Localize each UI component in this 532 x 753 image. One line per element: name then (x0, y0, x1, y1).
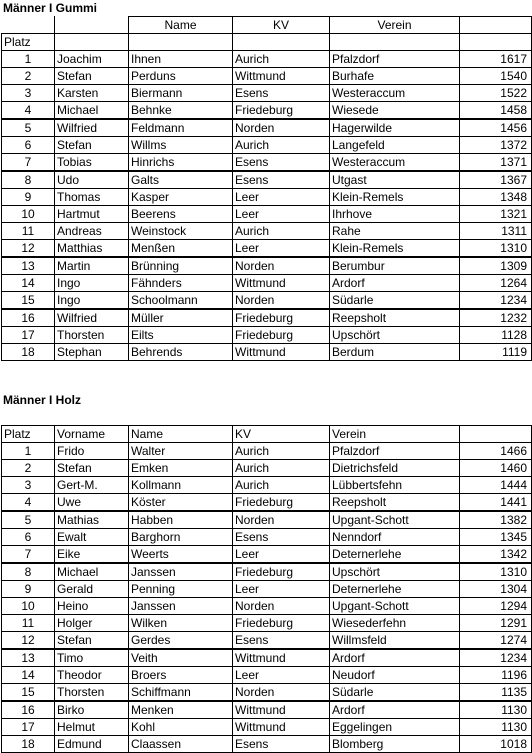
cell-platz: 13 (2, 257, 55, 275)
cell-score: 1441 (460, 494, 532, 512)
column-header-row (2, 426, 532, 443)
column-header-verein: Verein (330, 426, 460, 443)
header-blank-cell (460, 426, 532, 443)
cell-name: Brünning (129, 257, 233, 275)
cell-vorname: Thorsten (55, 327, 129, 344)
cell-vorname: Michael (55, 102, 129, 120)
cell-vorname: Wilfried (55, 119, 129, 137)
cell-name: Menßen (129, 240, 233, 258)
table-row (2, 119, 532, 137)
column-header-verein: Verein (330, 17, 460, 34)
cell-vorname: Wilfried (55, 309, 129, 327)
cell-name: Behrends (129, 344, 233, 361)
cell-verein: Westeraccum (330, 85, 460, 102)
cell-verein: Wiesede (330, 102, 460, 120)
cell-kv: Norden (233, 684, 330, 702)
cell-name: Müller (129, 309, 233, 327)
cell-verein: Dietrichsfeld (330, 460, 460, 477)
cell-kv: Wittmund (233, 719, 330, 736)
cell-verein: Südarle (330, 292, 460, 310)
header-blank-cell (460, 17, 532, 34)
cell-kv: Norden (233, 511, 330, 529)
column-header-name: Name (129, 17, 233, 34)
cell-kv: Esens (233, 736, 330, 753)
cell-kv: Norden (233, 119, 330, 137)
table-row (2, 327, 532, 344)
section-title-gummi: Männer I Gummi (3, 1, 98, 15)
cell-score: 1130 (460, 719, 532, 736)
cell-kv: Friedeburg (233, 102, 330, 120)
table-row (2, 581, 532, 598)
cell-score: 1372 (460, 137, 532, 154)
cell-vorname: Holger (55, 615, 129, 632)
header-blank-cell (2, 17, 55, 34)
cell-vorname: Frido (55, 443, 129, 460)
cell-name: Köster (129, 494, 233, 512)
table-row (2, 494, 532, 512)
cell-name: Kohl (129, 719, 233, 736)
cell-kv: Aurich (233, 443, 330, 460)
cell-score: 1130 (460, 701, 532, 719)
table-row (2, 275, 532, 292)
cell-name: Penning (129, 581, 233, 598)
cell-verein: Willmsfeld (330, 632, 460, 650)
cell-score: 1291 (460, 615, 532, 632)
cell-name: Claassen (129, 736, 233, 753)
table-body-gummi (2, 17, 532, 361)
cell-name: Perduns (129, 68, 233, 85)
table-row (2, 309, 532, 327)
table-row (2, 292, 532, 310)
cell-platz: 10 (2, 206, 55, 223)
cell-name: Veith (129, 649, 233, 667)
cell-platz: 5 (2, 119, 55, 137)
cell-vorname: Theodor (55, 667, 129, 684)
cell-name: Weerts (129, 546, 233, 564)
cell-vorname: Tobias (55, 154, 129, 172)
table-row (2, 477, 532, 494)
cell-verein: Upschört (330, 327, 460, 344)
cell-vorname: Udo (55, 171, 129, 189)
cell-verein: Langefeld (330, 137, 460, 154)
cell-platz: 14 (2, 667, 55, 684)
cell-name: Schoolmann (129, 292, 233, 310)
cell-vorname: Gerald (55, 581, 129, 598)
cell-platz: 7 (2, 154, 55, 172)
table-row (2, 206, 532, 223)
cell-vorname: Heino (55, 598, 129, 615)
table-row (2, 189, 532, 206)
cell-verein: Rahe (330, 223, 460, 240)
cell-kv: Leer (233, 240, 330, 258)
cell-vorname: Thomas (55, 189, 129, 206)
cell-platz: 15 (2, 684, 55, 702)
cell-score: 1345 (460, 529, 532, 546)
cell-verein: Utgast (330, 171, 460, 189)
cell-kv: Friedeburg (233, 615, 330, 632)
cell-platz: 3 (2, 85, 55, 102)
cell-vorname: Uwe (55, 494, 129, 512)
cell-vorname: Hartmut (55, 206, 129, 223)
cell-vorname: Eike (55, 546, 129, 564)
column-header-platz: Platz (2, 34, 55, 51)
table-row (2, 223, 532, 240)
cell-kv: Leer (233, 206, 330, 223)
table-row (2, 563, 532, 581)
cell-verein: Hagerwilde (330, 119, 460, 137)
cell-name: Weinstock (129, 223, 233, 240)
cell-vorname: Ewalt (55, 529, 129, 546)
cell-name: Hinrichs (129, 154, 233, 172)
cell-platz: 16 (2, 309, 55, 327)
cell-name: Emken (129, 460, 233, 477)
cell-score: 1466 (460, 443, 532, 460)
cell-name: Schiffmann (129, 684, 233, 702)
cell-score: 1321 (460, 206, 532, 223)
cell-verein: Ardorf (330, 701, 460, 719)
cell-vorname: Helmut (55, 719, 129, 736)
cell-verein: Berdum (330, 344, 460, 361)
cell-verein: Ardorf (330, 649, 460, 667)
cell-kv: Leer (233, 189, 330, 206)
cell-kv: Wittmund (233, 68, 330, 85)
header-blank-cell (330, 34, 460, 51)
table-row (2, 85, 532, 102)
cell-kv: Aurich (233, 223, 330, 240)
cell-platz: 9 (2, 189, 55, 206)
cell-name: Walter (129, 443, 233, 460)
cell-score: 1456 (460, 119, 532, 137)
cell-verein: Upgant-Schott (330, 511, 460, 529)
cell-platz: 12 (2, 240, 55, 258)
sub-header-row (2, 34, 532, 51)
cell-platz: 3 (2, 477, 55, 494)
cell-score: 1540 (460, 68, 532, 85)
cell-name: Wilken (129, 615, 233, 632)
cell-kv: Leer (233, 581, 330, 598)
cell-platz: 7 (2, 546, 55, 564)
cell-score: 1196 (460, 667, 532, 684)
results-table-gummi (1, 16, 532, 361)
cell-platz: 11 (2, 615, 55, 632)
cell-score: 1234 (460, 649, 532, 667)
cell-kv: Wittmund (233, 344, 330, 361)
column-header-row (2, 17, 532, 34)
cell-platz: 1 (2, 51, 55, 68)
cell-kv: Wittmund (233, 649, 330, 667)
cell-vorname: Ingo (55, 292, 129, 310)
cell-verein: Upgant-Schott (330, 598, 460, 615)
cell-vorname: Martin (55, 257, 129, 275)
cell-vorname: Ingo (55, 275, 129, 292)
cell-vorname: Thorsten (55, 684, 129, 702)
cell-platz: 12 (2, 632, 55, 650)
cell-verein: Blomberg (330, 736, 460, 753)
cell-verein: Reepsholt (330, 309, 460, 327)
cell-score: 1311 (460, 223, 532, 240)
cell-platz: 2 (2, 460, 55, 477)
header-blank-cell (55, 34, 129, 51)
cell-score: 1264 (460, 275, 532, 292)
table-row (2, 102, 532, 120)
table-row (2, 546, 532, 564)
table-row (2, 598, 532, 615)
results-table-holz (1, 425, 532, 753)
cell-score: 1274 (460, 632, 532, 650)
cell-name: Galts (129, 171, 233, 189)
cell-platz: 5 (2, 511, 55, 529)
cell-score: 1460 (460, 460, 532, 477)
cell-kv: Aurich (233, 460, 330, 477)
cell-kv: Aurich (233, 51, 330, 68)
cell-score: 1119 (460, 344, 532, 361)
cell-vorname: Stephan (55, 344, 129, 361)
cell-kv: Esens (233, 171, 330, 189)
cell-kv: Norden (233, 598, 330, 615)
cell-platz: 2 (2, 68, 55, 85)
cell-vorname: Michael (55, 563, 129, 581)
cell-kv: Norden (233, 257, 330, 275)
cell-name: Menken (129, 701, 233, 719)
cell-verein: Deternerlehe (330, 581, 460, 598)
cell-score: 1135 (460, 684, 532, 702)
cell-name: Janssen (129, 598, 233, 615)
cell-kv: Leer (233, 546, 330, 564)
cell-score: 1367 (460, 171, 532, 189)
table-row (2, 154, 532, 172)
cell-kv: Friedeburg (233, 327, 330, 344)
cell-verein: Lübbertsfehn (330, 477, 460, 494)
column-header-name: Name (129, 426, 233, 443)
header-blank-cell (129, 34, 233, 51)
cell-vorname: Gert-M. (55, 477, 129, 494)
cell-score: 1294 (460, 598, 532, 615)
header-blank-cell (460, 34, 532, 51)
cell-vorname: Stefan (55, 137, 129, 154)
cell-vorname: Karsten (55, 85, 129, 102)
table-row (2, 649, 532, 667)
cell-name: Habben (129, 511, 233, 529)
table-row (2, 719, 532, 736)
cell-platz: 6 (2, 529, 55, 546)
cell-score: 1310 (460, 240, 532, 258)
cell-name: Kasper (129, 189, 233, 206)
cell-kv: Esens (233, 632, 330, 650)
cell-vorname: Stefan (55, 632, 129, 650)
cell-kv: Aurich (233, 477, 330, 494)
cell-platz: 14 (2, 275, 55, 292)
cell-vorname: Matthias (55, 240, 129, 258)
cell-verein: Südarle (330, 684, 460, 702)
table-row (2, 344, 532, 361)
cell-name: Willms (129, 137, 233, 154)
cell-platz: 4 (2, 494, 55, 512)
cell-platz: 11 (2, 223, 55, 240)
cell-name: Fähnders (129, 275, 233, 292)
cell-score: 1522 (460, 85, 532, 102)
column-header-kv: KV (233, 426, 330, 443)
cell-name: Eilts (129, 327, 233, 344)
section-title-holz: Männer I Holz (3, 393, 82, 407)
column-header-platz: Platz (2, 426, 55, 443)
column-header-kv: KV (233, 17, 330, 34)
cell-kv: Friedeburg (233, 309, 330, 327)
cell-kv: Esens (233, 85, 330, 102)
cell-vorname: Timo (55, 649, 129, 667)
table-row (2, 667, 532, 684)
cell-platz: 9 (2, 581, 55, 598)
cell-platz: 10 (2, 598, 55, 615)
table-row (2, 736, 532, 753)
cell-platz: 17 (2, 327, 55, 344)
cell-vorname: Stefan (55, 460, 129, 477)
cell-vorname: Birko (55, 701, 129, 719)
cell-name: Ihnen (129, 51, 233, 68)
cell-verein: Klein-Remels (330, 189, 460, 206)
table-row (2, 240, 532, 258)
table-row (2, 632, 532, 650)
cell-score: 1617 (460, 51, 532, 68)
column-header-vorname: Vorname (55, 426, 129, 443)
cell-vorname: Stefan (55, 68, 129, 85)
cell-name: Gerdes (129, 632, 233, 650)
cell-verein: Nenndorf (330, 529, 460, 546)
cell-verein: Ardorf (330, 275, 460, 292)
cell-name: Kollmann (129, 477, 233, 494)
cell-verein: Klein-Remels (330, 240, 460, 258)
cell-score: 1018 (460, 736, 532, 753)
cell-kv: Friedeburg (233, 494, 330, 512)
cell-score: 1309 (460, 257, 532, 275)
cell-verein: Eggelingen (330, 719, 460, 736)
cell-kv: Esens (233, 529, 330, 546)
table-row (2, 171, 532, 189)
table-row (2, 443, 532, 460)
cell-kv: Wittmund (233, 275, 330, 292)
cell-name: Broers (129, 667, 233, 684)
cell-score: 1128 (460, 327, 532, 344)
cell-verein: Wiesederfehn (330, 615, 460, 632)
cell-score: 1444 (460, 477, 532, 494)
cell-verein: Burhafe (330, 68, 460, 85)
table-row (2, 684, 532, 702)
cell-platz: 4 (2, 102, 55, 120)
table-body-holz (2, 426, 532, 753)
cell-vorname: Mathias (55, 511, 129, 529)
cell-verein: Westeraccum (330, 154, 460, 172)
cell-platz: 15 (2, 292, 55, 310)
cell-score: 1234 (460, 292, 532, 310)
table-row (2, 460, 532, 477)
cell-verein: Ihrhove (330, 206, 460, 223)
table-row (2, 511, 532, 529)
cell-vorname: Joachim (55, 51, 129, 68)
table-row (2, 701, 532, 719)
cell-score: 1382 (460, 511, 532, 529)
cell-platz: 18 (2, 736, 55, 753)
cell-name: Behnke (129, 102, 233, 120)
cell-score: 1342 (460, 546, 532, 564)
cell-platz: 8 (2, 563, 55, 581)
cell-kv: Leer (233, 667, 330, 684)
cell-platz: 13 (2, 649, 55, 667)
cell-name: Biermann (129, 85, 233, 102)
header-blank-cell (233, 34, 330, 51)
cell-score: 1458 (460, 102, 532, 120)
cell-verein: Berumbur (330, 257, 460, 275)
cell-verein: Reepsholt (330, 494, 460, 512)
cell-kv: Norden (233, 292, 330, 310)
cell-score: 1310 (460, 563, 532, 581)
table-row (2, 615, 532, 632)
table-row (2, 68, 532, 85)
cell-score: 1371 (460, 154, 532, 172)
cell-kv: Wittmund (233, 701, 330, 719)
header-blank-cell (55, 17, 129, 34)
table-row (2, 257, 532, 275)
cell-verein: Pfalzdorf (330, 51, 460, 68)
cell-kv: Aurich (233, 137, 330, 154)
cell-score: 1232 (460, 309, 532, 327)
cell-vorname: Edmund (55, 736, 129, 753)
cell-name: Janssen (129, 563, 233, 581)
cell-verein: Neudorf (330, 667, 460, 684)
cell-kv: Friedeburg (233, 563, 330, 581)
cell-kv: Esens (233, 154, 330, 172)
table-row (2, 51, 532, 68)
cell-platz: 16 (2, 701, 55, 719)
table-row (2, 529, 532, 546)
cell-platz: 8 (2, 171, 55, 189)
cell-verein: Deternerlehe (330, 546, 460, 564)
table-row (2, 137, 532, 154)
cell-name: Beerens (129, 206, 233, 223)
cell-platz: 17 (2, 719, 55, 736)
cell-platz: 6 (2, 137, 55, 154)
cell-platz: 1 (2, 443, 55, 460)
cell-score: 1348 (460, 189, 532, 206)
cell-score: 1304 (460, 581, 532, 598)
cell-platz: 18 (2, 344, 55, 361)
cell-name: Barghorn (129, 529, 233, 546)
cell-verein: Pfalzdorf (330, 443, 460, 460)
cell-name: Feldmann (129, 119, 233, 137)
cell-verein: Upschört (330, 563, 460, 581)
cell-vorname: Andreas (55, 223, 129, 240)
